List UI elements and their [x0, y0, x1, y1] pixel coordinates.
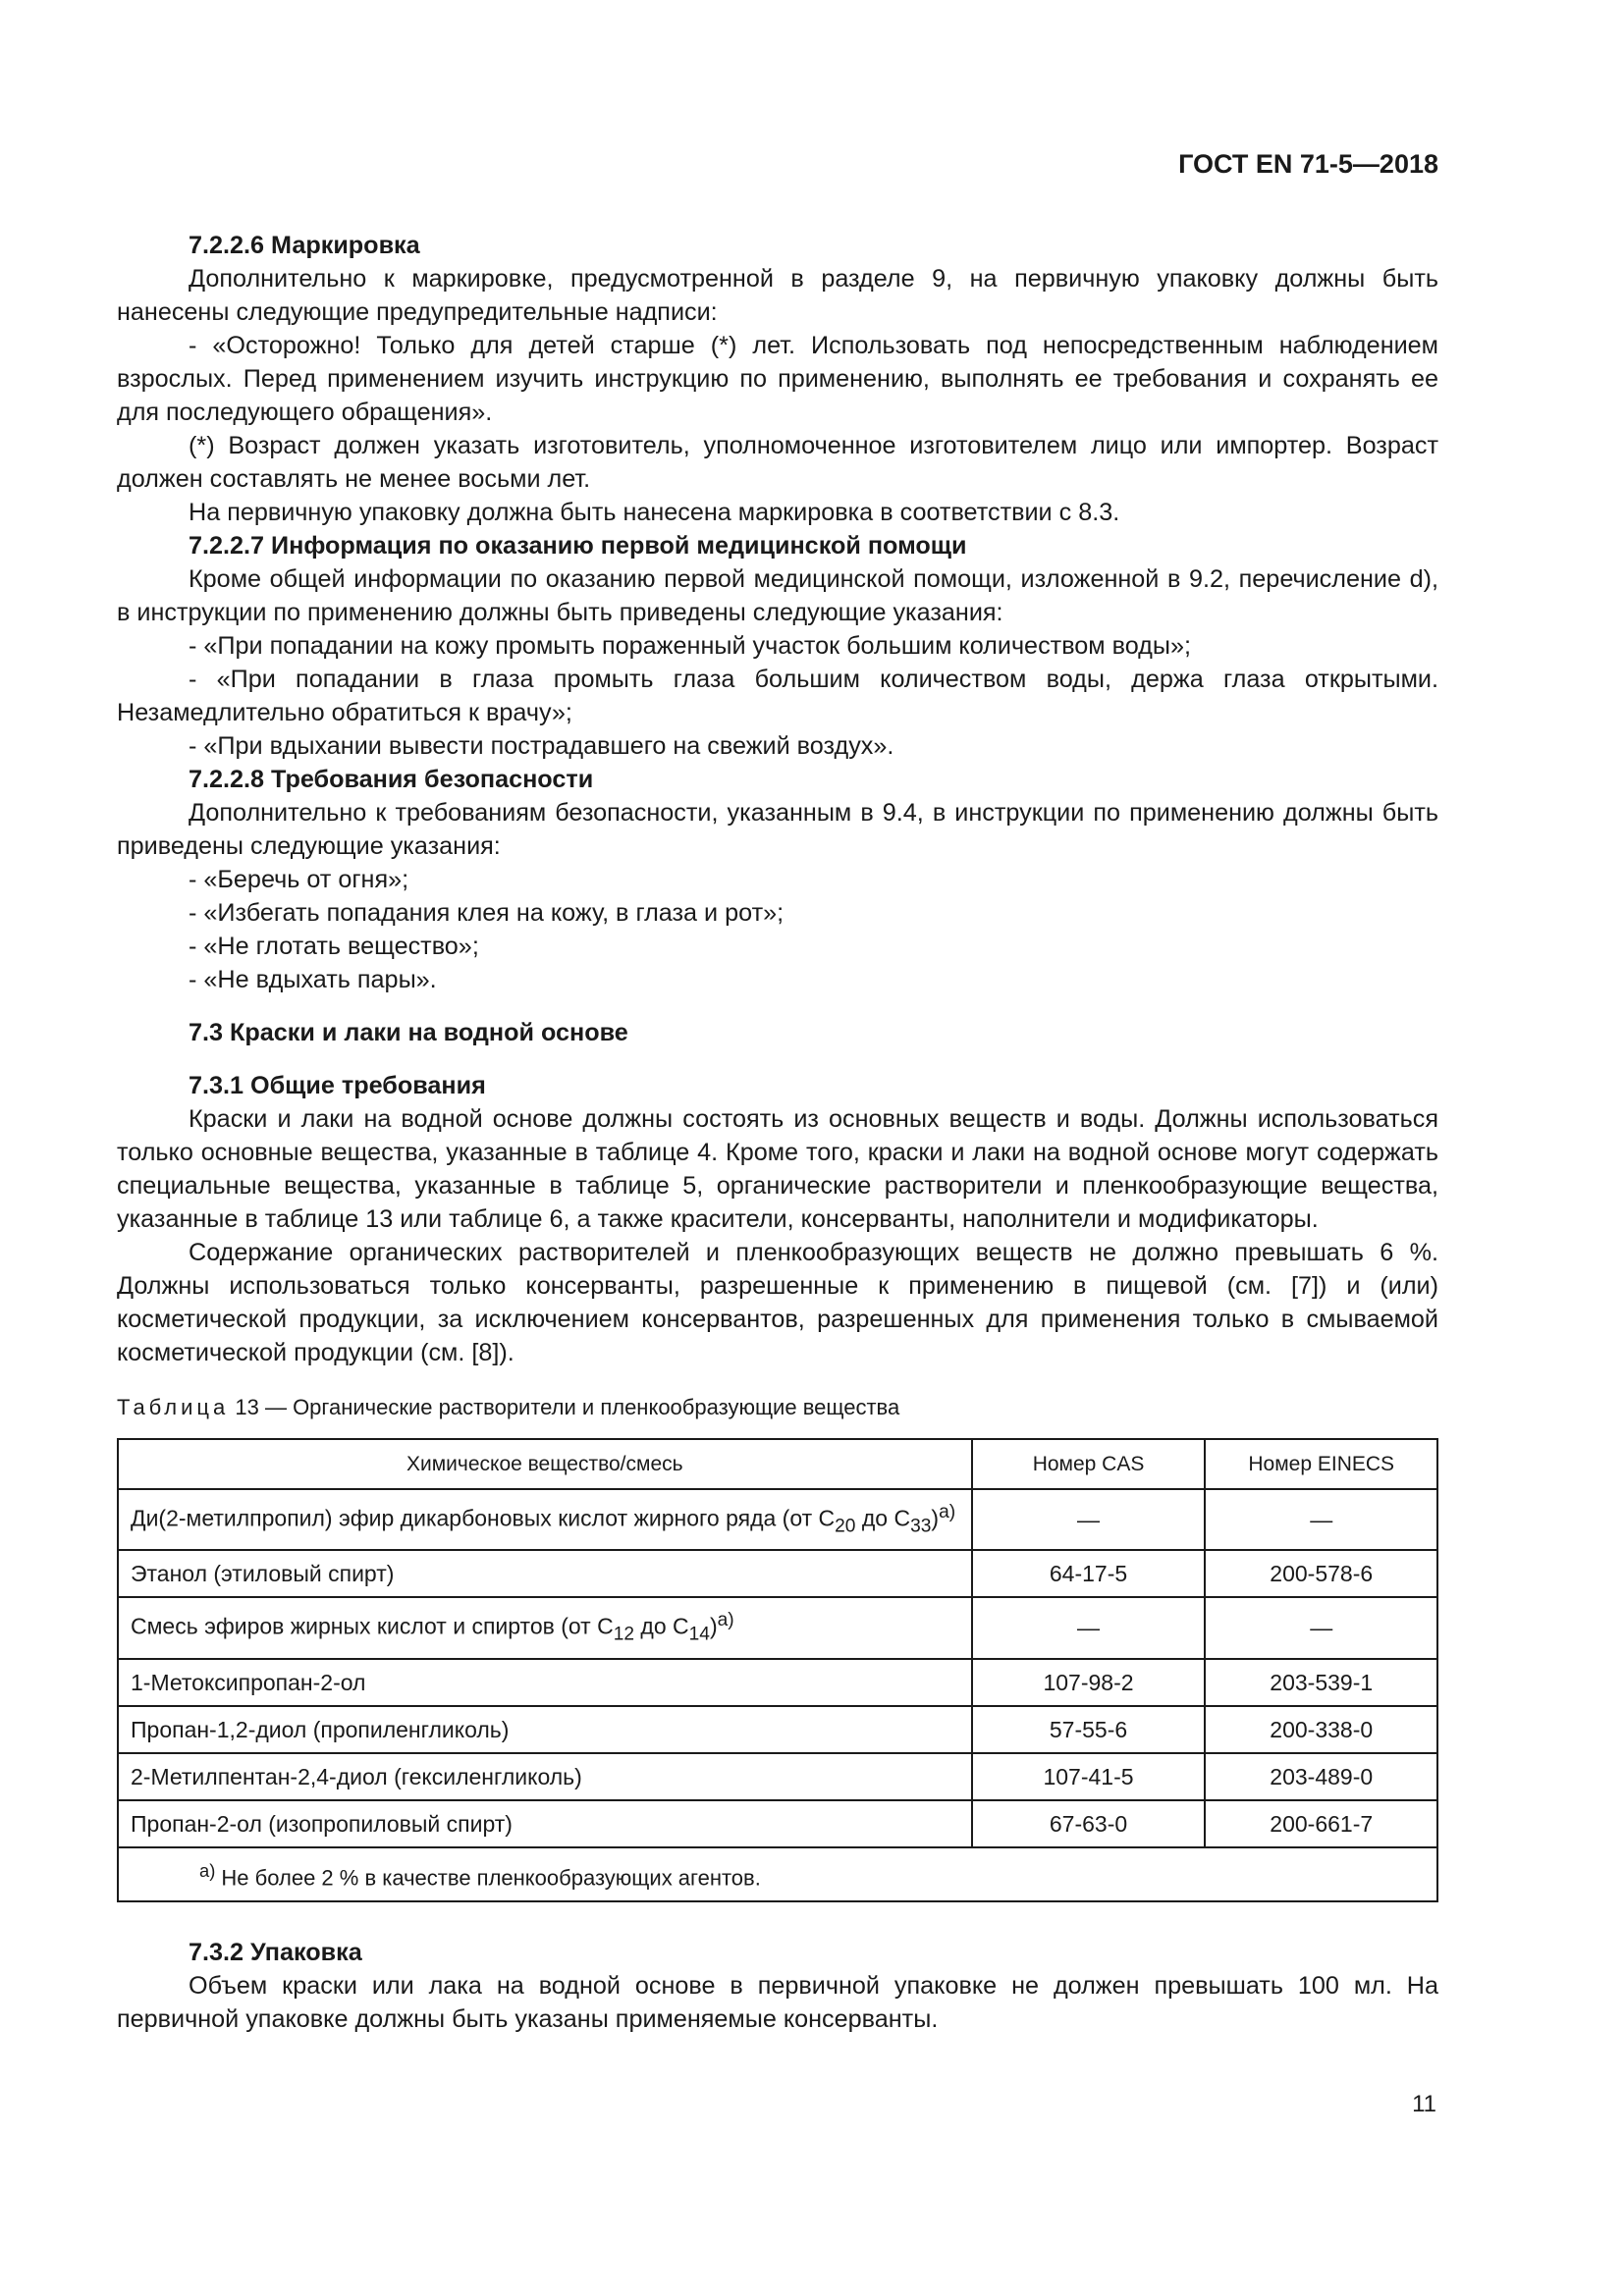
einecs-cell: 200-578-6: [1205, 1550, 1437, 1597]
cas-cell: —: [972, 1597, 1206, 1658]
cas-cell: 57-55-6: [972, 1706, 1206, 1753]
column-header-einecs: Номер EINECS: [1205, 1439, 1437, 1489]
table-header-row: [118, 1439, 1437, 1489]
table-row: [118, 1597, 1437, 1658]
column-header-cas: Номер CAS: [972, 1439, 1206, 1489]
list-item: - «Беречь от огня»;: [189, 866, 409, 893]
cas-cell: 64-17-5: [972, 1550, 1206, 1597]
paragraph: - «Осторожно! Только для детей старше (*) лет. Использовать под непосредственным наблюдением взрослых. Перед применением изучить инструкцию по применению, выполнять ее требования и сохранять ее для последующего обращения».: [117, 332, 1438, 426]
footnote-mark: а): [199, 1859, 216, 1881]
footnote-ref: а): [939, 1502, 956, 1522]
substance-cell: 1-Метоксипропан-2-ол: [118, 1659, 972, 1706]
document-designation: ГОСТ EN 71-5—2018: [1178, 149, 1438, 179]
list-item: - «Не глотать вещество»;: [189, 933, 479, 960]
substance-cell: Пропан-2-ол (изопропиловый спирт): [118, 1800, 972, 1847]
paragraph: Кроме общей информации по оказанию первой медицинской помощи, изложенной в 9.2, перечисление d), в инструкции по применению должны быть приведены следующие указания:: [117, 565, 1438, 626]
list-item: - «Не вдыхать пары».: [189, 966, 437, 993]
paragraph: (*) Возраст должен указать изготовитель, уполномоченное изготовителем лицо или импортер. Возраст должен составлять не менее восьми лет.: [117, 432, 1438, 493]
einecs-cell: —: [1205, 1597, 1437, 1658]
substance-cell: Смесь эфиров жирных кислот и спиртов (от $С_{12}$ до $С_{14})^{а)}$: [118, 1597, 972, 1658]
substance-cell: Ди(2-метилпропил) эфир дикарбоновых кислот жирного ряда (от $С_{20}$ до $С_{33})^{а)}$: [118, 1489, 972, 1550]
substance-cell: 2-Метилпентан-2,4-диол (гексиленгликоль): [118, 1753, 972, 1800]
paragraph: Краски и лаки на водной основе должны состоять из основных веществ и воды. Должны использоваться только основные вещества, указанные в таблице 4. Кроме того, краски и лаки на водной основе могут содержать специальные вещества, указанные в таблице 5, органические растворители и пленкообразующие вещества, указанные в таблице 13 или таблице 6, а также красители, консерванты, наполнители и модификаторы.: [117, 1105, 1438, 1233]
table-row: [118, 1706, 1437, 1753]
solvents-table: [117, 1438, 1438, 1902]
page-content: [117, 229, 1438, 2036]
paragraph: Объем краски или лака на водной основе в первичной упаковке не должен превышать 100 мл. На первичной упаковке должны быть указаны применяемые консерванты.: [117, 1971, 1438, 2033]
table-row: [118, 1659, 1437, 1706]
cas-cell: 107-41-5: [972, 1753, 1206, 1800]
section-heading-7-2-2-8: 7.2.2.8 Требования безопасности: [189, 766, 594, 793]
einecs-cell: 200-338-0: [1205, 1706, 1437, 1753]
page-number: 11: [1412, 2091, 1436, 2117]
section-heading-7-3-2: 7.3.2 Упаковка: [189, 1938, 362, 1966]
table-footnote-row: [118, 1847, 1437, 1901]
list-item: - «При вдыхании вывести пострадавшего на свежий воздух».: [189, 732, 894, 760]
table-footnote: [118, 1847, 1437, 1901]
table-row: [118, 1489, 1437, 1550]
table-row: [118, 1800, 1437, 1847]
section-heading-7-2-2-7: 7.2.2.7 Информация по оказанию первой медицинской помощи: [189, 532, 967, 560]
cas-cell: 67-63-0: [972, 1800, 1206, 1847]
einecs-cell: —: [1205, 1489, 1437, 1550]
list-item: - «При попадании на кожу промыть пораженный участок большим количеством воды»;: [189, 632, 1191, 660]
paragraph: На первичную упаковку должна быть нанесена маркировка в соответствии с 8.3.: [189, 499, 1120, 526]
cas-cell: —: [972, 1489, 1206, 1550]
table-row: [118, 1753, 1437, 1800]
einecs-cell: 203-489-0: [1205, 1753, 1437, 1800]
einecs-cell: 203-539-1: [1205, 1659, 1437, 1706]
column-header-substance: Химическое вещество/смесь: [118, 1439, 972, 1489]
footnote-ref: а): [717, 1610, 734, 1631]
list-item: - «Избегать попадания клея на кожу, в глаза и рот»;: [189, 899, 785, 927]
cas-cell: 107-98-2: [972, 1659, 1206, 1706]
substance-cell: Этанол (этиловый спирт): [118, 1550, 972, 1597]
list-item: - «При попадании в глаза промыть глаза большим количеством воды, держа глаза открытыми. Незамедлительно обратиться к врачу»;: [117, 666, 1438, 726]
table-caption: [117, 1391, 1438, 1424]
section-heading-7-2-2-6: 7.2.2.6 Маркировка: [189, 232, 420, 259]
section-heading-7-3-1: 7.3.1 Общие требования: [189, 1072, 486, 1099]
paragraph: Содержание органических растворителей и пленкообразующих веществ не должно превышать 6 %. Должны использоваться только консерванты, разрешенные к применению в пищевой (см. [7]) и (или) косметической продукции, за исключением консервантов, разрешенных для применения только в смываемой косметической продукции (см. [8]).: [117, 1239, 1438, 1366]
einecs-cell: 200-661-7: [1205, 1800, 1437, 1847]
section-heading-7-3: 7.3 Краски и лаки на водной основе: [189, 1019, 628, 1046]
table-row: [118, 1550, 1437, 1597]
table-caption-label: Таблица: [117, 1395, 230, 1419]
paragraph: Дополнительно к маркировке, предусмотренной в разделе 9, на первичную упаковку должны быть нанесены следующие предупредительные надписи:: [117, 265, 1438, 326]
table-caption-title: 13 — Органические растворители и пленкообразующие вещества: [229, 1395, 900, 1419]
paragraph: Дополнительно к требованиям безопасности, указанным в 9.4, в инструкции по применению должны быть приведены следующие указания:: [117, 799, 1438, 860]
footnote-text: Не более 2 % в качестве пленкообразующих агентов.: [215, 1864, 761, 1890]
substance-cell: Пропан-1,2-диол (пропиленгликоль): [118, 1706, 972, 1753]
